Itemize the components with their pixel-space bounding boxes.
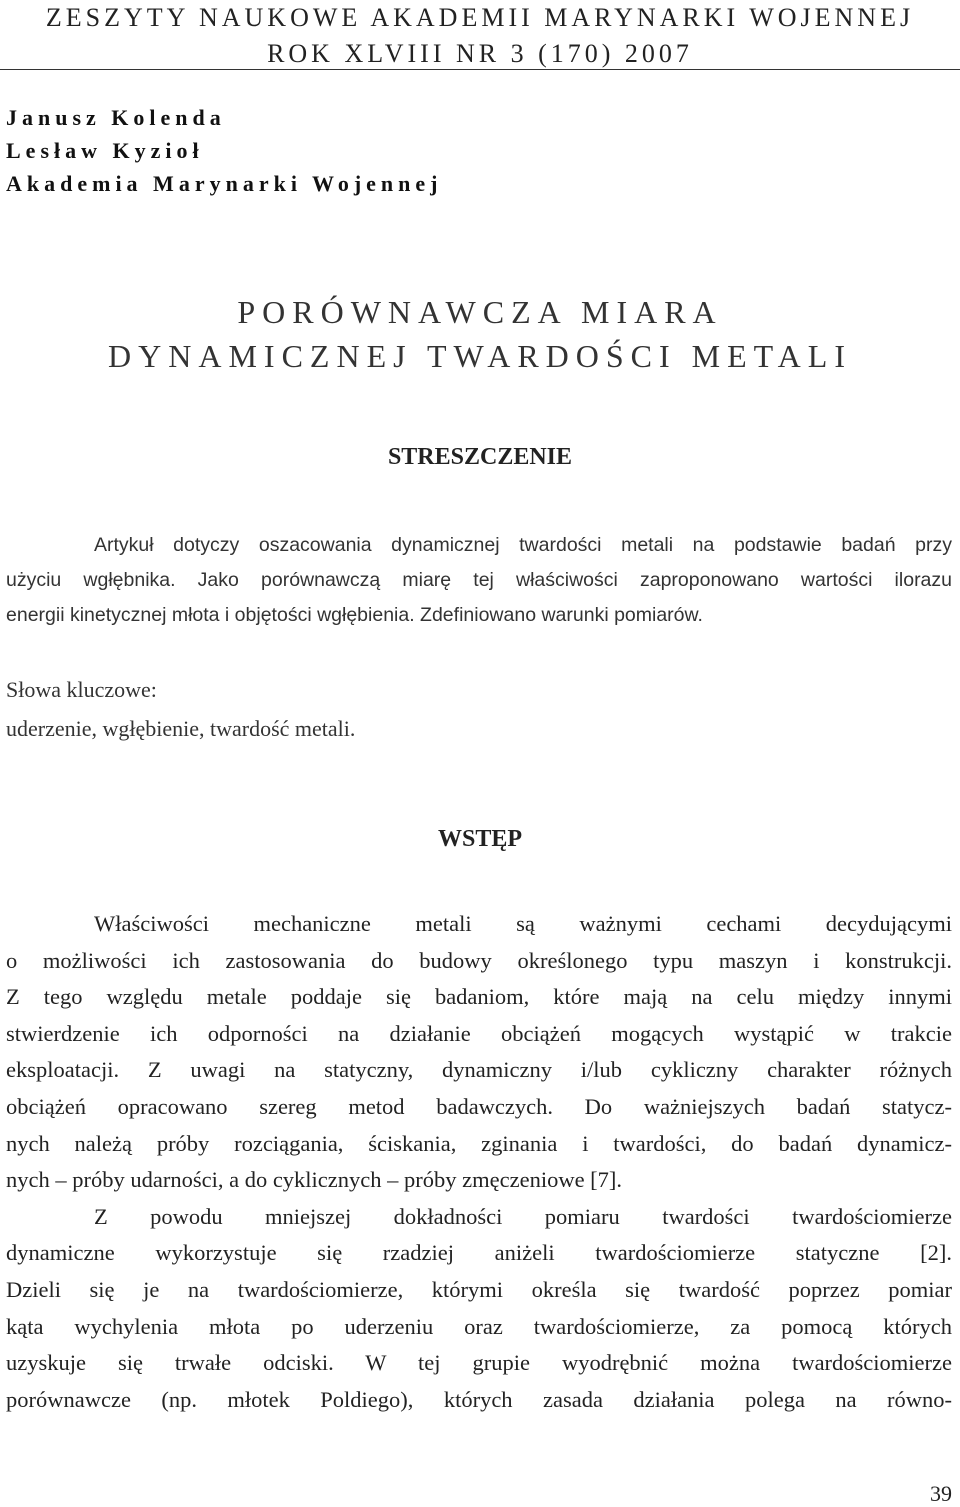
keywords-text: uderzenie, wgłębienie, twardość metali. [6,716,356,741]
author-block [6,101,442,200]
keywords-label: Słowa kluczowe: [6,677,157,702]
abstract-line: Artykuł dotyczy oszacowania dynamicznej twardości metali na podstawie badań przy [94,534,952,556]
author-name: Lesław Kyzioł [6,138,204,163]
abstract-heading: STRESZCZENIE [387,444,573,470]
body-line: porównawcze (np. młotek Poldiego), których zasada działania polega na równo- [6,1386,952,1412]
journal-issue: ROK XLVIII NR 3 (170) 2007 [267,39,693,68]
body-line: obciążeń opracowano szereg metod badawczych. Do ważniejszych badań statycz- [6,1093,952,1119]
header-divider [0,69,960,70]
page-number: 39 [930,1481,952,1506]
title-line: PORÓWNAWCZA MIARA [237,294,723,330]
section-heading: WSTĘP [437,826,523,852]
body-line: eksploatacji. Z uwagi na statyczny, dynamiczny i/lub cykliczny charakter różnych [6,1057,952,1083]
paper-title [0,290,960,378]
journal-header [0,0,960,72]
abstract-line: energii kinetycznej młota i objętości wgłębienia. Zdefiniowano warunki pomiarów. [6,604,703,626]
abstract-text [6,528,952,633]
title-line: DYNAMICZNEJ TWARDOŚCI METALI [108,338,852,374]
body-line: Z tego względu metale poddaje się badaniom, które mają na celu między innymi [6,984,952,1010]
body-line: Właściwości mechaniczne metali są ważnymi cechami decydującymi [94,911,952,936]
body-line: Dzieli się je na twardościomierze, którymi określa się twardość poprzez pomiar [6,1276,952,1302]
body-line: stwierdzenie ich odporności na działanie obciążeń mogących wystąpić w trakcie [6,1020,952,1046]
abstract-line: użyciu wgłębnika. Jako porównawczą miarę tej właściwości zaproponowano wartości ilorazu [6,569,952,591]
body-text [6,906,952,1418]
author-name: Janusz Kolenda [6,105,226,130]
affiliation: Akademia Marynarki Wojennej [6,171,443,196]
body-line: kąta wychylenia młota po uderzeniu oraz twardościomierze, za pomocą których [6,1313,952,1339]
body-line: dynamiczne wykorzystuje się rzadziej aniżeli twardościomierze statyczne [2]. [6,1240,952,1266]
body-line: o możliwości ich zastosowania do budowy określonego typu maszyn i konstrukcji. [6,947,952,973]
journal-name: ZESZYTY NAUKOWE AKADEMII MARYNARKI WOJENNEJ [45,3,915,32]
body-line: Z powodu mniejszej dokładności pomiaru twardości twardościomierze [94,1203,952,1229]
body-line: nych należą próby rozciągania, ściskania, zginania i twardości, do badań dynamicz- [6,1130,952,1156]
body-line: uzyskuje się trwałe odciski. W tej grupie wyodrębnić można twardościomierze [6,1350,952,1376]
body-line: nych – próby udarności, a do cyklicznych – próby zmęczeniowe [7]. [6,1167,623,1193]
